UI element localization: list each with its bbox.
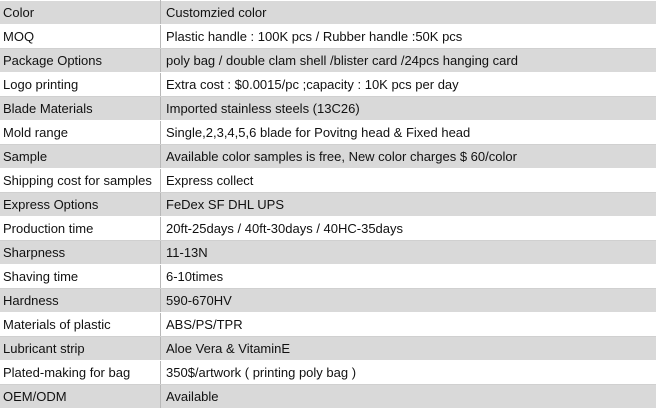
spec-label: Logo printing: [0, 73, 161, 97]
spec-label: Hardness: [0, 289, 161, 313]
spec-row-mold-range: [0, 121, 656, 145]
spec-row-shipping-cost: [0, 169, 656, 193]
spec-value: Single,2,3,4,5,6 blade for Povitng head & Fixed head: [161, 121, 656, 145]
spec-label: Blade Materials: [0, 97, 161, 121]
spec-value: 590-670HV: [161, 289, 656, 313]
spec-label: Mold range: [0, 121, 161, 145]
spec-label: Package Options: [0, 49, 161, 73]
spec-label: OEM/ODM: [0, 385, 161, 409]
spec-value: Extra cost : $0.0015/pc ;capacity : 10K pcs per day: [161, 73, 656, 97]
spec-label: Production time: [0, 217, 161, 241]
spec-row-sharpness: [0, 241, 656, 265]
spec-label: Express Options: [0, 193, 161, 217]
spec-value: 6-10times: [161, 265, 656, 289]
spec-row-production-time: [0, 217, 656, 241]
spec-row-sample: [0, 145, 656, 169]
spec-value: Imported stainless steels (13C26): [161, 97, 656, 121]
spec-value: Customzied color: [161, 1, 656, 25]
spec-label: Lubricant strip: [0, 337, 161, 361]
spec-value: 350$/artwork ( printing poly bag ): [161, 361, 656, 385]
spec-value: 11-13N: [161, 241, 656, 265]
spec-value: Available color samples is free, New color charges $ 60/color: [161, 145, 656, 169]
spec-value: Aloe Vera & VitaminE: [161, 337, 656, 361]
spec-table-body: [0, 1, 656, 409]
spec-row-materials-of-plastic: [0, 313, 656, 337]
spec-value: Available: [161, 385, 656, 409]
spec-row-color: [0, 1, 656, 25]
spec-label: Sample: [0, 145, 161, 169]
spec-row-moq: [0, 25, 656, 49]
spec-value: ABS/PS/TPR: [161, 313, 656, 337]
spec-value: FeDex SF DHL UPS: [161, 193, 656, 217]
spec-row-package-options: [0, 49, 656, 73]
spec-value: 20ft-25days / 40ft-30days / 40HC-35days: [161, 217, 656, 241]
spec-row-shaving-time: [0, 265, 656, 289]
spec-row-express-options: [0, 193, 656, 217]
spec-row-plated-making: [0, 361, 656, 385]
spec-value: poly bag / double clam shell /blister card /24pcs hanging card: [161, 49, 656, 73]
spec-row-oem-odm: [0, 385, 656, 409]
spec-label: MOQ: [0, 25, 161, 49]
spec-label: Materials of plastic: [0, 313, 161, 337]
spec-value: Plastic handle : 100K pcs / Rubber handle :50K pcs: [161, 25, 656, 49]
spec-label: Plated-making for bag: [0, 361, 161, 385]
spec-value: Express collect: [161, 169, 656, 193]
spec-row-logo-printing: [0, 73, 656, 97]
spec-label: Color: [0, 1, 161, 25]
spec-label: Shipping cost for samples: [0, 169, 161, 193]
spec-row-hardness: [0, 289, 656, 313]
spec-label: Sharpness: [0, 241, 161, 265]
spec-row-lubricant-strip: [0, 337, 656, 361]
spec-row-blade-materials: [0, 97, 656, 121]
spec-label: Shaving time: [0, 265, 161, 289]
